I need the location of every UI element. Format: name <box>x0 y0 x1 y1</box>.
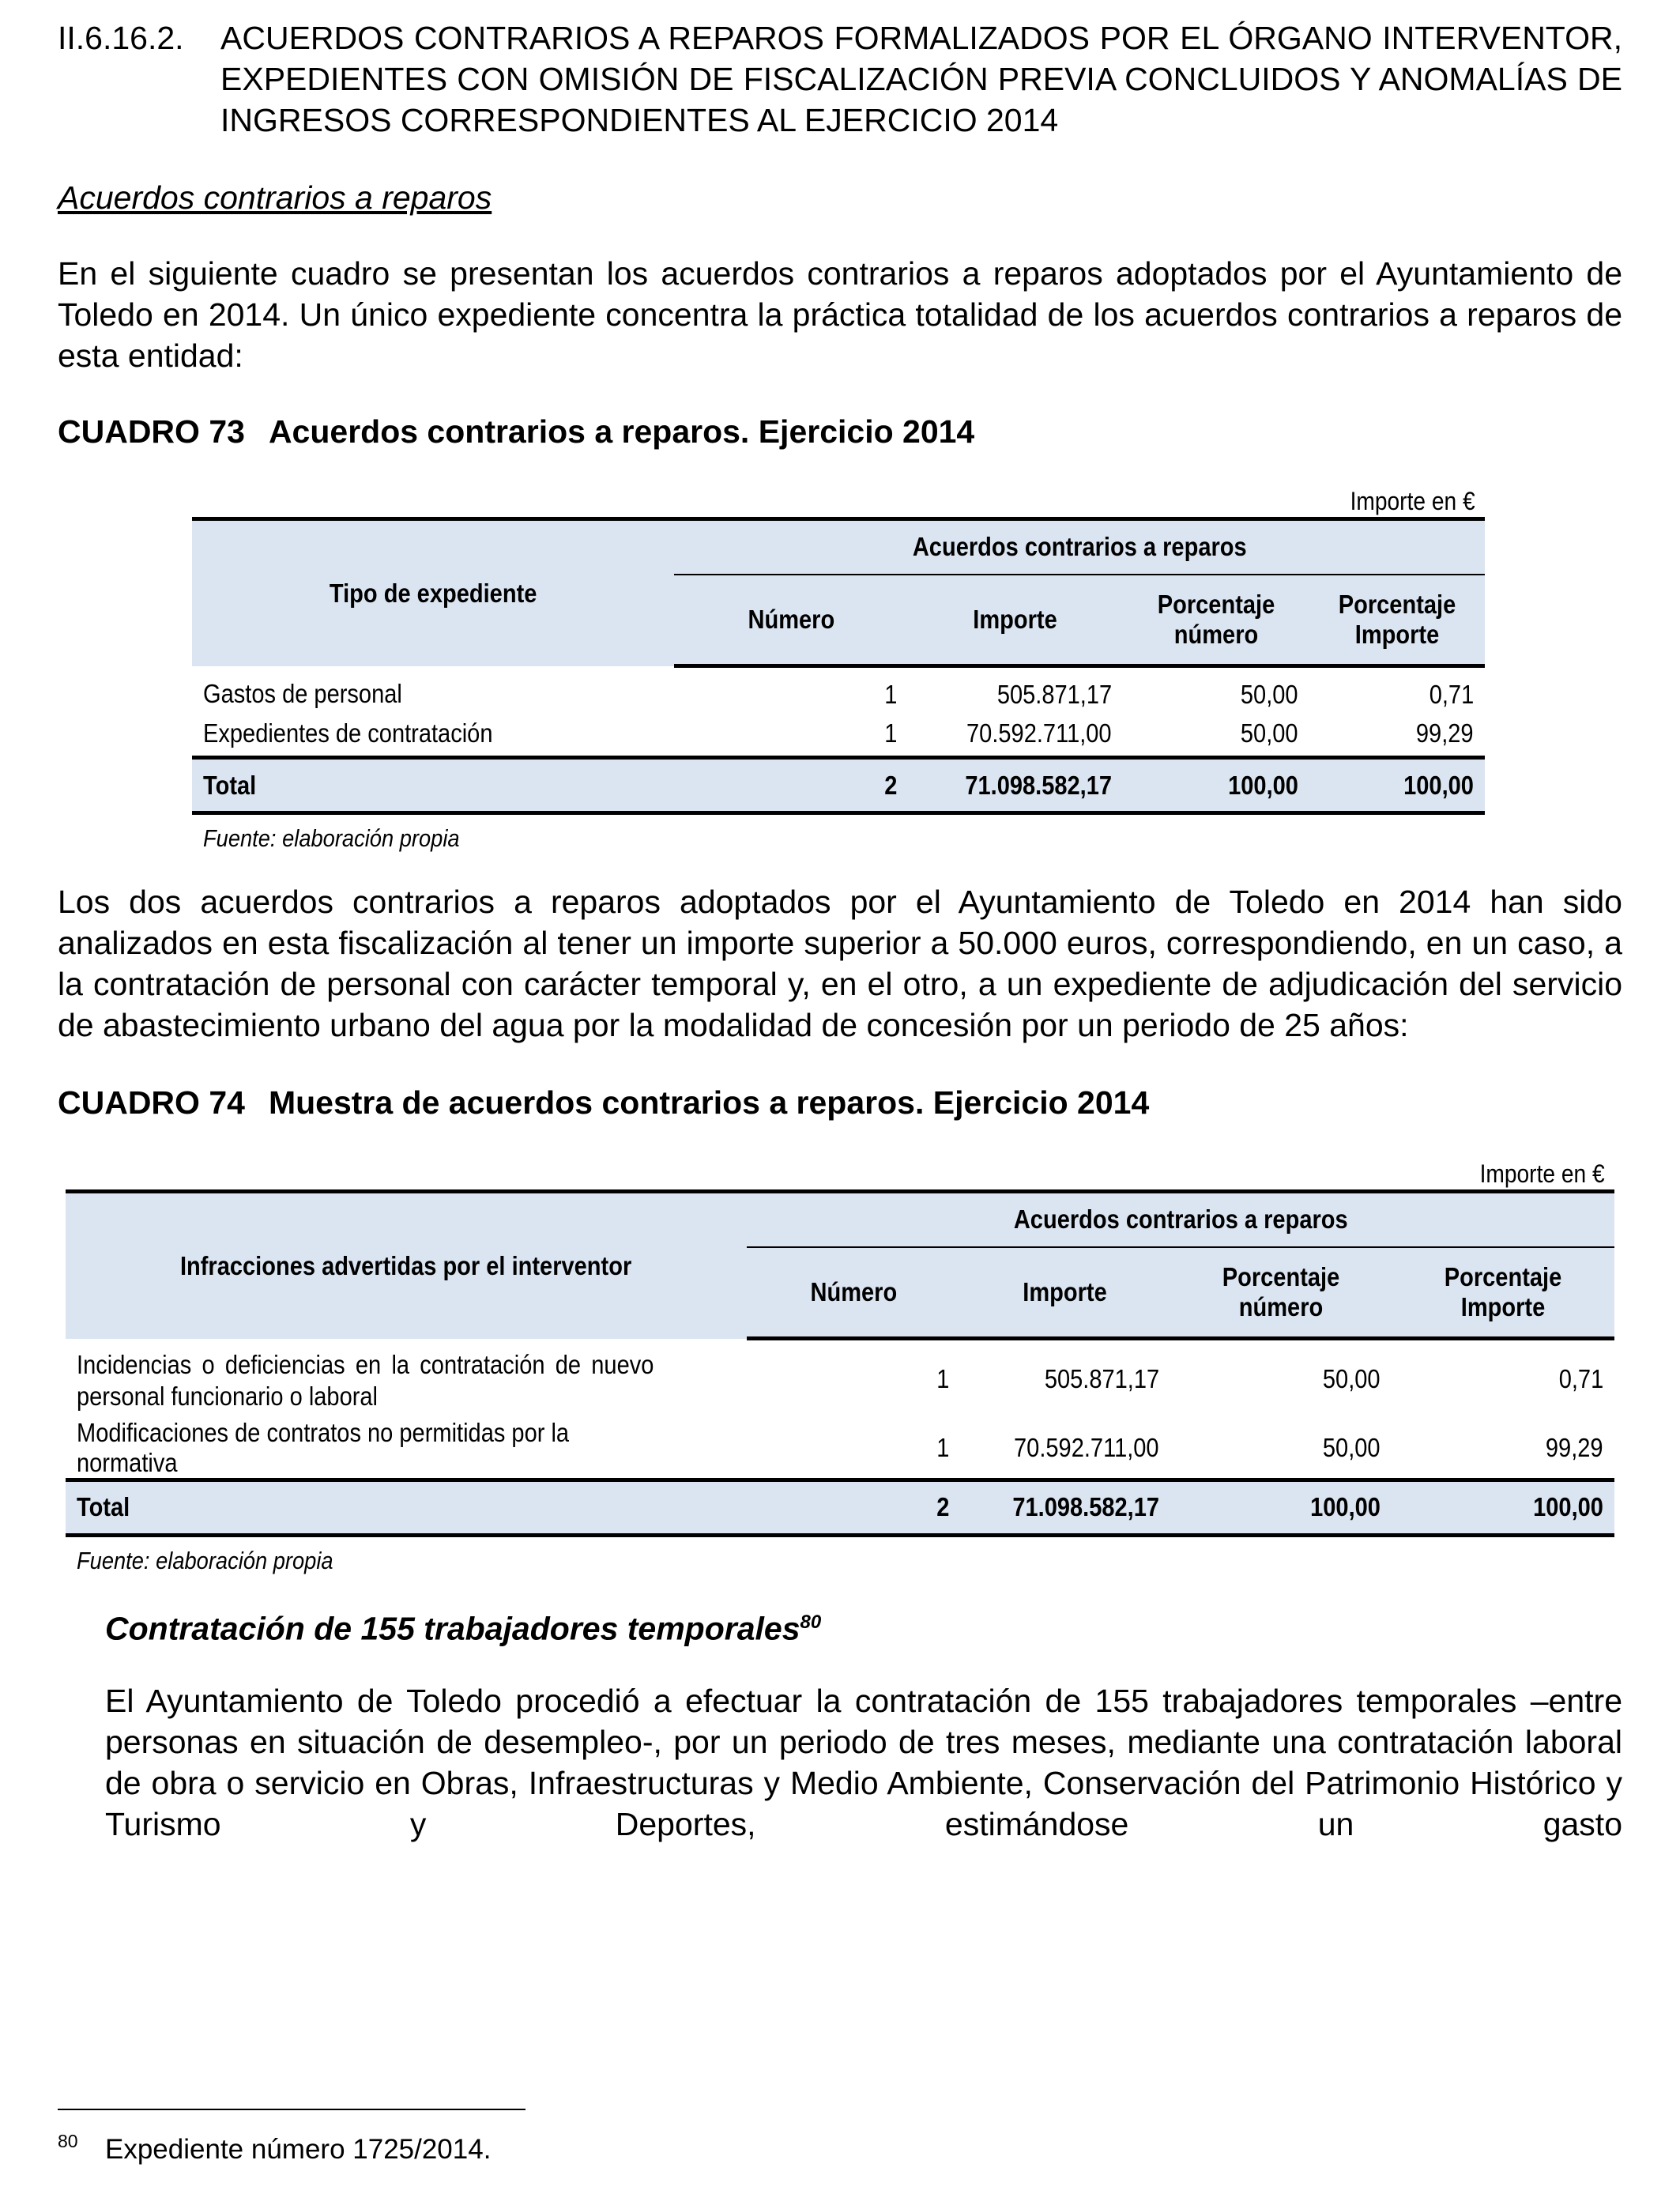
row-importe: 505.871,17 <box>1044 1363 1159 1393</box>
row-pct-importe: 99,29 <box>1546 1432 1603 1462</box>
footnote-divider <box>58 2109 525 2110</box>
cuadro-73-header-importe: Importe <box>908 575 1123 666</box>
footnote <box>58 2131 492 2166</box>
subheading: Acuerdos contrarios a reparos <box>58 179 492 216</box>
paragraph-intro: En el siguiente cuadro se presentan los acuerdos contrarios a reparos adoptados por el Ayuntamiento de Toledo en 2014. Un único expediente concentra la práctica totalidad de los acuerdos contrarios a reparos de esta entidad: <box>58 255 1622 374</box>
cuadro-74 <box>66 1158 1614 1575</box>
total-pct-numero: 100,00 <box>1123 758 1309 813</box>
table-row <box>192 712 1485 758</box>
footnote-number: 80 <box>58 2131 78 2151</box>
cuadro-74-source: Fuente: elaboración propia <box>77 1546 333 1574</box>
cuadro-73-source: Fuente: elaboración propia <box>203 824 460 852</box>
row-importe: 70.592.711,00 <box>966 718 1112 748</box>
cuadro-74-header-infracciones: Infracciones advertidas por el interventor <box>66 1192 747 1339</box>
cuadro-73-unit: Importe en € <box>1350 487 1475 515</box>
row-pct-importe: 0,71 <box>1558 1363 1603 1393</box>
table-total-row <box>192 758 1485 813</box>
row-pct-numero: 50,00 <box>1241 679 1298 709</box>
cuadro-74-title <box>58 1082 1622 1123</box>
total-importe: 71.098.582,17 <box>908 758 1123 813</box>
cuadro-74-label: CUADRO 74 <box>58 1084 245 1121</box>
subsection-heading <box>58 1602 1622 1649</box>
total-numero: 2 <box>747 1480 960 1535</box>
cuadro-74-header-pct-numero: Porcentaje número <box>1170 1247 1392 1339</box>
footnote-ref: 80 <box>800 1611 822 1633</box>
row-pct-numero: 50,00 <box>1241 718 1298 748</box>
cuadro-73-label: CUADRO 73 <box>58 413 245 450</box>
cuadro-73-caption: Acuerdos contrarios a reparos. Ejercicio 2014 <box>268 413 975 450</box>
row-numero: 1 <box>936 1432 949 1462</box>
row-numero: 1 <box>883 718 897 748</box>
cuadro-73-header-tipo: Tipo de expediente <box>192 519 674 666</box>
table-row <box>192 666 1485 712</box>
row-pct-numero: 50,00 <box>1323 1432 1381 1462</box>
table-row <box>66 1339 1614 1418</box>
total-label: Total <box>192 758 674 813</box>
cuadro-74-unit: Importe en € <box>1479 1159 1605 1188</box>
cuadro-73-header-group: Acuerdos contrarios a reparos <box>674 519 1485 575</box>
total-numero: 2 <box>674 758 908 813</box>
document-page <box>58 17 1622 1845</box>
subsection-title: Contratación de 155 trabajadores temporales <box>105 1610 800 1647</box>
total-importe: 71.098.582,17 <box>960 1480 1170 1535</box>
total-pct-importe: 100,00 <box>1309 758 1485 813</box>
total-label: Total <box>66 1480 747 1535</box>
total-pct-importe: 100,00 <box>1392 1480 1614 1535</box>
row-importe: 505.871,17 <box>996 679 1112 709</box>
row-label: Expedientes de contratación <box>203 718 493 748</box>
section-heading <box>58 17 1622 141</box>
cuadro-74-header-importe: Importe <box>960 1247 1170 1339</box>
cuadro-74-header-group: Acuerdos contrarios a reparos <box>747 1192 1614 1247</box>
cuadro-74-caption: Muestra de acuerdos contrarios a reparos. Ejercicio 2014 <box>268 1084 1150 1121</box>
cuadro-73-header-numero: Número <box>674 575 908 666</box>
cuadro-73-table <box>192 517 1485 815</box>
row-label: Gastos de personal <box>203 678 402 708</box>
row-label: Modificaciones de contratos no permitidas por la normativa <box>77 1417 570 1477</box>
table-row <box>66 1418 1614 1480</box>
row-label: Incidencias o deficiencias en la contratación de nuevo personal funcionario o laboral <box>77 1349 654 1411</box>
cuadro-74-header-numero: Número <box>747 1247 960 1339</box>
row-numero: 1 <box>883 679 897 709</box>
row-pct-importe: 0,71 <box>1429 679 1474 709</box>
total-pct-numero: 100,00 <box>1170 1480 1392 1535</box>
section-title: ACUERDOS CONTRARIOS A REPAROS FORMALIZADOS POR EL ÓRGANO INTERVENTOR, EXPEDIENTES CON OMISIÓN DE FISCALIZACIÓN PREVIA CONCLUIDOS Y ANOMALÍAS DE INGRESOS CORRESPONDIENTES AL EJERCICIO 2014 <box>220 20 1622 138</box>
row-numero: 1 <box>936 1363 949 1393</box>
paragraph-analysis: Los dos acuerdos contrarios a reparos adoptados por el Ayuntamiento de Toledo en 2014 han sido analizados en esta fiscalización al tener un importe superior a 50.000 euros, correspondiendo, en un caso, a la contratación de personal con carácter temporal y, en el otro, a un expediente de adjudicación del servicio de abastecimiento urbano del agua por la modalidad de concesión por un periodo de 25 años: <box>58 884 1622 1043</box>
cuadro-73 <box>192 485 1485 853</box>
cuadro-74-table <box>66 1189 1614 1537</box>
cuadro-74-header-pct-importe: Porcentaje Importe <box>1392 1247 1614 1339</box>
section-number: II.6.16.2. <box>58 20 184 56</box>
paragraph-contratacion: El Ayuntamiento de Toledo procedió a efectuar la contratación de 155 trabajadores temporales –entre personas en situación de desempleo-, por un periodo de tres meses, mediante una contratación laboral de obra o servicio en Obras, Infraestructuras y Medio Ambiente, Conservación del Patrimonio Histórico y Turismo y Deportes, estimándose un gasto <box>105 1683 1622 1843</box>
row-pct-numero: 50,00 <box>1323 1363 1381 1393</box>
cuadro-73-title <box>58 411 1622 452</box>
footnote-text: Expediente número 1725/2014. <box>105 2134 492 2165</box>
row-importe: 70.592.711,00 <box>1014 1432 1159 1462</box>
cuadro-73-header-pct-importe: Porcentaje Importe <box>1309 575 1485 666</box>
table-total-row <box>66 1480 1614 1535</box>
cuadro-73-header-pct-numero: Porcentaje número <box>1123 575 1309 666</box>
row-pct-importe: 99,29 <box>1416 718 1474 748</box>
